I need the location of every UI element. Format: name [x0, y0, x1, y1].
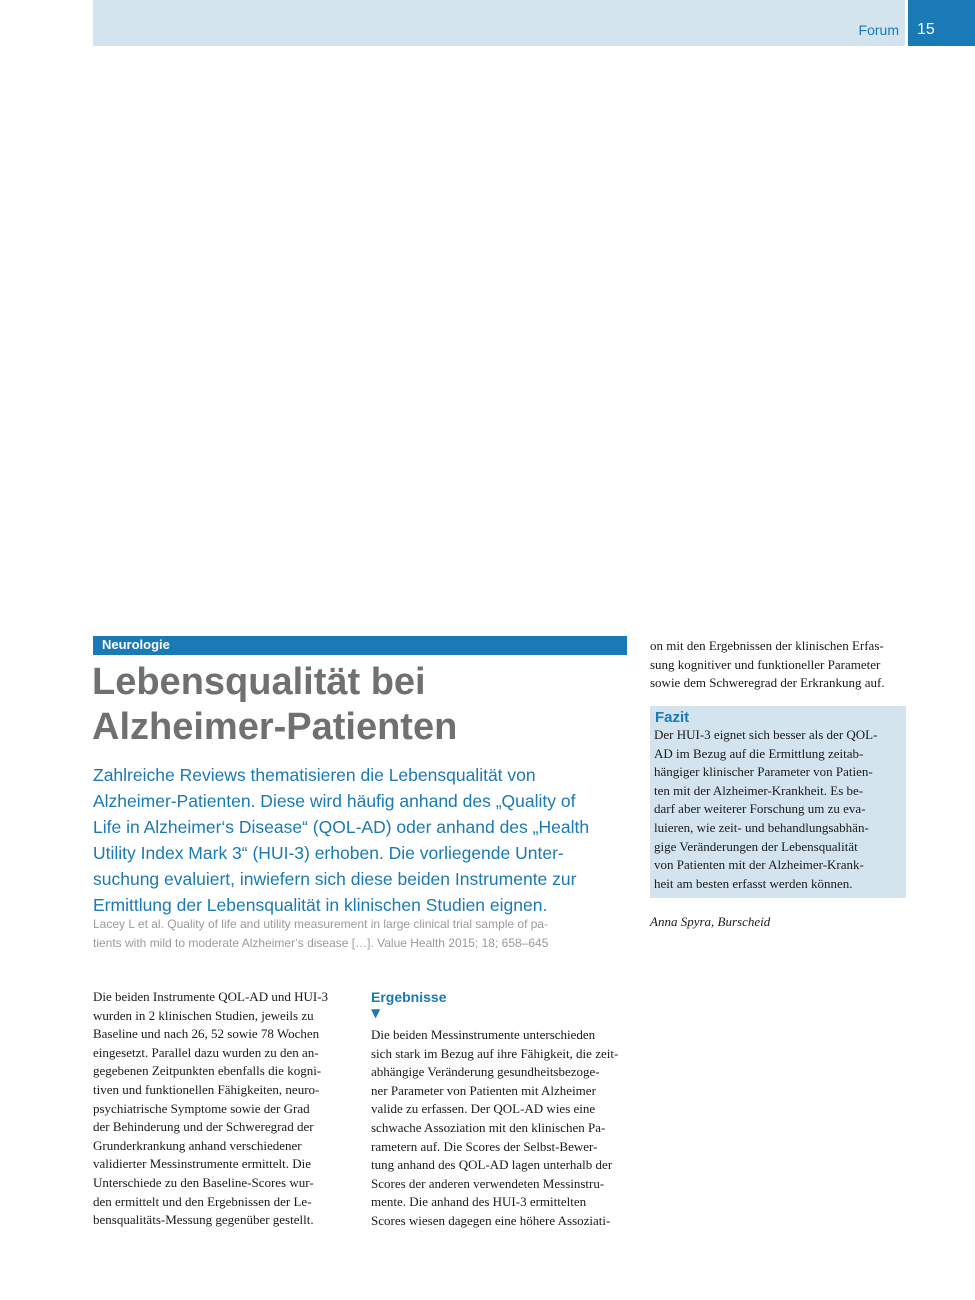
article-reference	[93, 915, 633, 953]
triangle-down-icon: ▼	[371, 1006, 381, 1020]
body-line: sowie dem Schweregrad der Erkrankung auf.	[650, 675, 885, 691]
body-line: bensqualitäts-Messung gegenüber gestellt.	[93, 1212, 314, 1228]
fazit-text	[654, 726, 902, 893]
category-bar	[93, 636, 627, 655]
lead-line: Life in Alzheimer‘s Disease“ (QOL-AD) oder anhand des „Health	[93, 817, 590, 837]
author-credit: Anna Spyra, Burscheid	[650, 914, 771, 929]
header-band	[93, 0, 905, 46]
category-label: Neurologie	[102, 637, 170, 652]
lead-line: Ermittlung der Lebensqualität in klinischen Studien eignen.	[93, 895, 548, 915]
article-lead	[93, 762, 633, 918]
lead-line: Utility Index Mark 3“ (HUI-3) erhoben. Die vorliegende Unter-	[93, 843, 564, 863]
body-middle-column	[371, 1026, 627, 1231]
body-line: sich stark im Bezug auf ihre Fähigkeit, die zeit-	[371, 1045, 619, 1061]
body-line: wurden in 2 klinischen Studien, jeweils zu	[93, 1007, 314, 1023]
body-line: gegebenen Zeitpunkten ebenfalls die kogni-	[93, 1063, 322, 1079]
fazit-line: hängiger klinischer Parameter von Patien-	[654, 764, 873, 780]
reference-line: Lacey L et al. Quality of life and utility measurement in large clinical trial sample of pa-	[93, 917, 549, 931]
body-line: Grunderkrankung anhand verschiedener	[93, 1137, 302, 1153]
reference-line: tients with mild to moderate Alzheimer‘s disease […]. Value Health 2015; 18; 658–645	[93, 936, 549, 950]
body-line: Unterschiede zu den Baseline-Scores wur-	[93, 1174, 314, 1190]
fazit-line: darf aber weiterer Forschung um zu eva-	[654, 801, 866, 817]
fazit-box	[650, 706, 906, 898]
fazit-line: Der HUI-3 eignet sich besser als der QOL-	[654, 727, 878, 742]
body-line: rametern auf. Die Scores der Selbst-Bewer-	[371, 1138, 598, 1154]
body-line: Baseline und nach 26, 52 sowie 78 Wochen	[93, 1026, 320, 1042]
fazit-line: von Patienten mit der Alzheimer-Krank-	[654, 857, 864, 873]
fazit-title: Fazit	[655, 709, 690, 726]
body-left-column	[93, 988, 349, 1230]
lead-line: suchung evaluiert, inwiefern sich diese beiden Instrumente zur	[93, 869, 577, 889]
body-line: on mit den Ergebnissen der klinischen Erfas-	[650, 638, 884, 653]
body-line: ner Parameter von Patienten mit Alzheimer	[371, 1082, 596, 1098]
body-line: Die beiden Instrumente QOL-AD und HUI-3	[93, 989, 329, 1004]
page-number-box	[908, 0, 975, 46]
fazit-line: ten mit der Alzheimer-Krankheit. Es be-	[654, 782, 864, 798]
body-line: tung anhand des QOL-AD lagen unterhalb der	[371, 1157, 613, 1173]
fazit-line: heit am besten erfasst werden können.	[654, 875, 853, 891]
body-line: abhängige Veränderung gesundheitsbezoge-	[371, 1064, 600, 1080]
fazit-line: luieren, wie zeit- und behandlungsabhän-	[654, 819, 869, 835]
body-right-column	[650, 637, 906, 693]
fazit-line: AD im Bezug auf die Ermittlung zeitab-	[654, 745, 864, 761]
body-line: psychiatrische Symptome sowie der Grad	[93, 1100, 310, 1116]
body-line: schwache Assoziation mit den klinischen Pa-	[371, 1119, 606, 1135]
section-label: Forum	[858, 22, 899, 38]
lead-line: Alzheimer-Patienten. Diese wird häufig anhand des „Quality of	[93, 791, 576, 811]
body-line: valide zu erfassen. Der QOL-AD wies eine	[371, 1101, 596, 1117]
body-line: sung kognitiver und funktioneller Parameter	[650, 656, 881, 672]
title-line: Lebensqualität bei	[92, 661, 426, 703]
body-line: tiven und funktionellen Fähigkeiten, neuro-	[93, 1081, 320, 1097]
body-line: validierter Messinstrumente ermittelt. Die	[93, 1156, 312, 1172]
body-line: eingesetzt. Parallel dazu wurden zu den an-	[93, 1044, 319, 1060]
body-line: Scores der anderen verwendeten Messinstru-	[371, 1175, 605, 1191]
body-line: mente. Die anhand des HUI-3 ermittelten	[371, 1194, 587, 1210]
title-line: Alzheimer-Patienten	[92, 706, 458, 748]
article-title	[92, 660, 632, 750]
fazit-line: gige Veränderungen der Lebensqualität	[654, 838, 858, 854]
body-line: Scores wiesen dagegen eine höhere Assoziati-	[371, 1212, 611, 1228]
body-line: den ermittelt und den Ergebnissen der Le-	[93, 1193, 312, 1209]
body-line: der Behinderung und der Schweregrad der	[93, 1119, 314, 1135]
results-heading: Ergebnisse	[371, 989, 447, 1005]
lead-line: Zahlreiche Reviews thematisieren die Lebensqualität von	[93, 765, 536, 785]
page-number: 15	[917, 21, 935, 38]
body-line: Die beiden Messinstrumente unterschieden	[371, 1027, 596, 1042]
